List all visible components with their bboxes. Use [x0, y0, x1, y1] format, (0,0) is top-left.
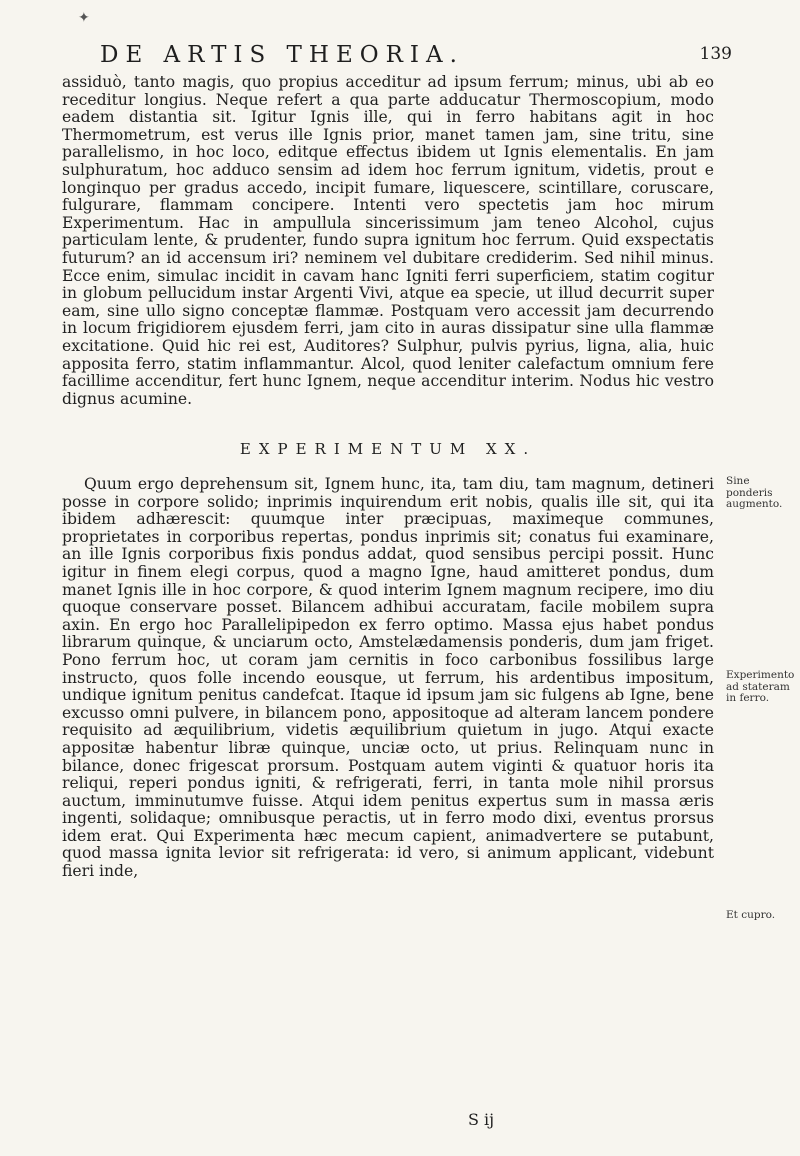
ornament-mark: ✦	[78, 10, 90, 26]
margin-note-1: Sine ponderis augmento.	[726, 475, 783, 510]
margin-note-2: Experimento ad stateram in ferro.	[726, 669, 795, 704]
body-text-top	[62, 74, 714, 408]
paragraph-1: assiduò, tanto magis, quo propius acceditur ad ipsum ferrum; minus, ubi ab eo receditur longius. Neque refert a qua parte adducatur Thermoscopium, modo eadem distantia sit. Igitur Ignis ille, qui in ferro habitans agit in hoc Thermometrum, est verus ille Ignis prior, manet tamen jam, sine tritu, sine parallelismo, in hoc loco, editque effectus ibidem ut Ignis elementalis. En jam sulphuratum, hoc adduco sensim ad idem hoc ferrum ignitum, videtis, prout e longinquo per gradus accedo, incipit fumare, liquescere, scintillare, coruscare, fulgurare, flammam concipere. Intenti vero spectetis jam hoc mirum Experimentum. Hac in ampullula sincerissimum jam teneo Alcohol, cujus particulam lente, & prudenter, fundo supra ignitum hoc ferrum. Quid exspectatis futurum? an id accensum iri? neminem vel dubitare crediderim. Sed nihil minus. Ecce enim, simulac incidit in cavam hanc Igniti ferri superficiem, statim cogitur in globum pellucidum instar Argenti Vivi, atque ea specie, ut illud decurrit super eam, sine ullo signo conceptæ flammæ. Postquam vero accessit jam decurrendo in locum frigidiorem ejusdem ferri, jam cito in auras dissipatur sine ulla flammæ excitatione. Quid hic rei est, Auditores? Sulphur, pulvis pyrius, ligna, alia, huic apposita ferro, statim inflammantur. Alcol, quod leniter calefactum omnium fere facillime accenditur, fert hunc Ignem, neque accenditur interim. Nodus hic vestro dignus acumine.	[62, 73, 714, 408]
paragraph-2: Quum ergo deprehensum sit, Ignem hunc, ita, tam diu, tam magnum, detineri posse in corpore solido; inprimis inquirendum erit nobis, qualis ille sit, qui ita ibidem adhærescit: quumque inter præcipuas, maximeque communes, proprietates in corporibus repertas, pondus inprimis sit; conatus fui examinare, an ille Ignis corporibus fixis pondus addat, quod sensibus percipi possit. Hunc igitur in finem elegi corpus, quod a magno Igne, haud amitteret pondus, dum manet Ignis ille in hoc corpore, & quod interim Ignem magnum recipere, imo diu quoque conservare posset. Bilancem adhibui accuratam, facile mobilem supra axin. En ergo hoc Parallelipipedon ex ferro optimo. Massa ejus habet pondus librarum quinque, & unciarum octo, Amstelædamensis ponderis, dum jam friget. Pono ferrum hoc, ut coram jam cernitis in foco carbonibus fossilibus large instructo, quos folle incendo eousque, ut ferrum, his ardentibus impositum, undique ignitum penitus candefcat. Itaque id ipsum jam sic fulgens ab Igne, bene excusso omni pulvere, in bilancem pono, appositoque ad alteram lancem pondere requisito ad æquilibrium, videtis æquilibrium quietum in jugo. Atqui exacte appositæ habentur libræ quinque, unciæ octo, ut prius. Relinquam nunc in bilance, donec frigescat prorsum. Postquam autem viginti & quatuor horis ita reliqui, reperi pondus igniti, & refrigerati, ferri, in tanta mole nihil prorsus auctum, imminutumve fuisse. Atqui idem penitus expertus sum in massa æris ingenti, solidaque; omnibusque peractis, ut in ferro modo dixi, eventus prorsus idem erat. Qui Experimenta hæc mecum capient, animadvertere se putabunt, quod massa ignita levior sit refrigerata: id vero, si animum applicant, videbunt fieri inde,	[62, 475, 714, 881]
page-header	[60, 42, 740, 74]
section-heading: EXPERIMENTUM XX.	[239, 440, 537, 458]
body-text-bottom	[62, 476, 714, 881]
page-number: 139	[699, 44, 732, 64]
margin-note-3: Et cupro.	[726, 909, 776, 921]
running-head: DE ARTIS THEORIA.	[100, 42, 464, 68]
signature-mark: S ij	[468, 1110, 495, 1129]
